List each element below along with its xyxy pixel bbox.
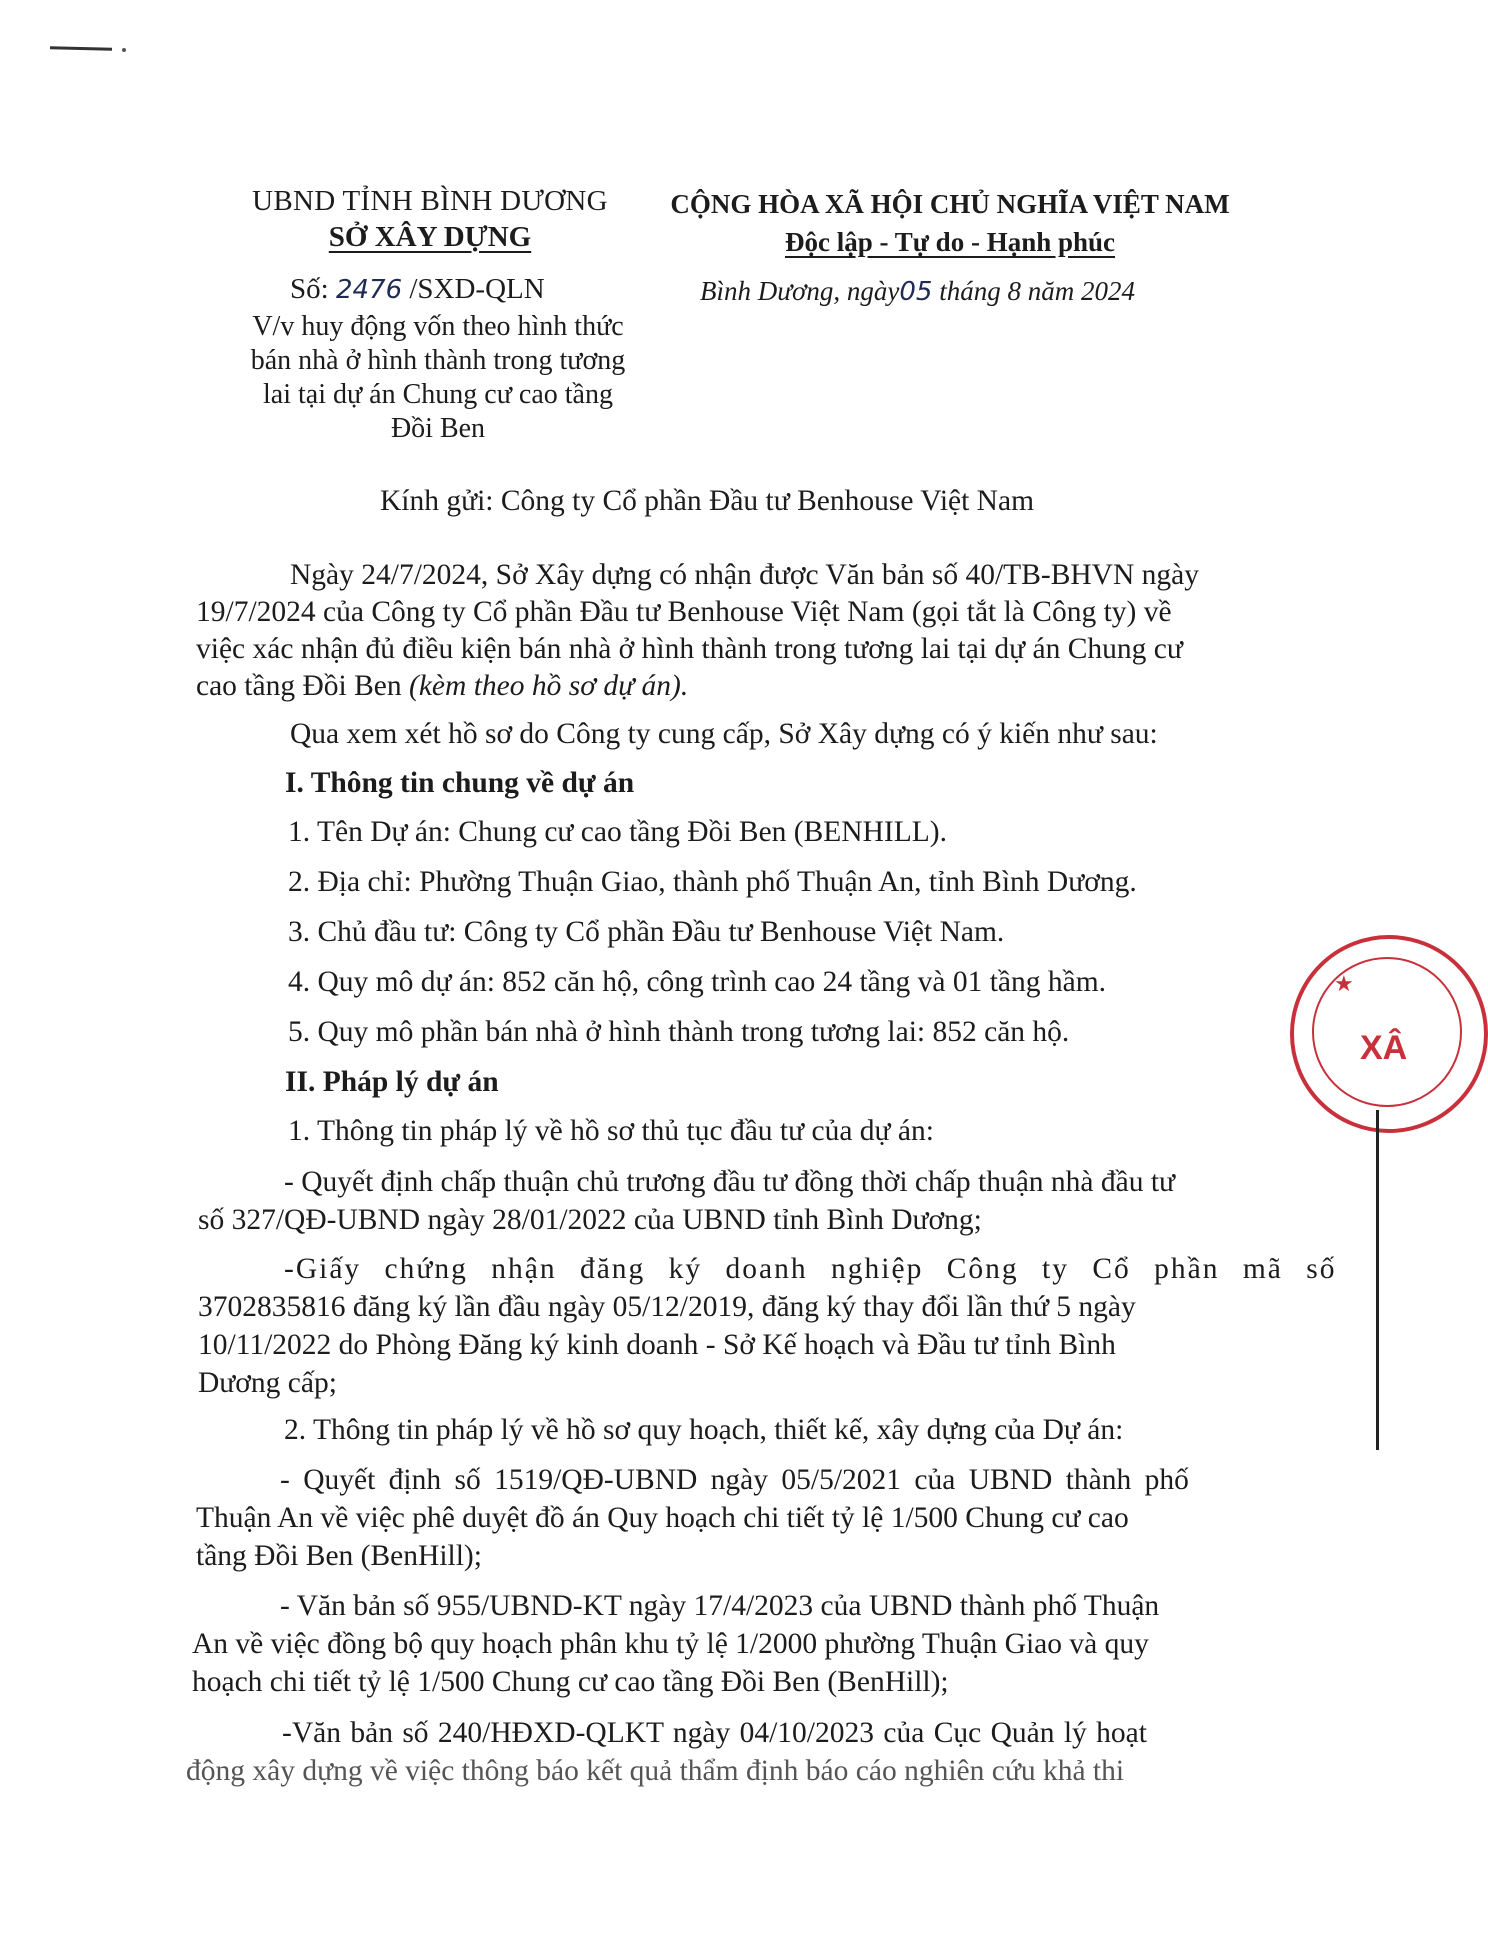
issuer-department: SỞ XÂY DỰNG <box>328 221 532 253</box>
legal-bullet: -Văn bản số 240/HĐXD-QLKT ngày 04/10/2023 của Cục Quản lý hoạt <box>282 1717 1147 1749</box>
scan-dot <box>122 48 126 52</box>
seal-text: XÂ <box>1360 1029 1408 1067</box>
project-item: 2. Địa chỉ: Phường Thuận Giao, thành phố Thuận An, tỉnh Bình Dương. <box>288 866 1137 898</box>
intro-line: 19/7/2024 của Công ty Cổ phần Đầu tư Benhouse Việt Nam (gọi tắt là Công ty) về <box>196 596 1172 628</box>
handwritten-number: 2476 <box>335 275 403 305</box>
legal-item: 2. Thông tin pháp lý về hồ sơ quy hoạch, thiết kế, xây dựng của Dự án: <box>284 1414 1124 1446</box>
section-2-title: II. Pháp lý dự án <box>285 1066 499 1098</box>
issuer-agency: UBND TỈNH BÌNH DƯƠNG <box>252 185 608 217</box>
scan-mark <box>50 46 112 51</box>
project-item: 5. Quy mô phần bán nhà ở hình thành trong tương lai: 852 căn hộ. <box>288 1016 1070 1048</box>
legal-bullet: Dương cấp; <box>198 1367 337 1399</box>
intro-attachment-note: (kèm theo hồ sơ dự án). <box>409 670 689 702</box>
handwritten-day: 05 <box>899 277 933 307</box>
national-motto: Độc lập - Tự do - Hạnh phúc <box>784 227 1116 257</box>
scan-edge <box>1376 1110 1379 1450</box>
review-line: Qua xem xét hồ sơ do Công ty cung cấp, Sở Xây dựng có ý kiến như sau: <box>290 718 1158 750</box>
legal-bullet: - Văn bản số 955/UBND-KT ngày 17/4/2023 của UBND thành phố Thuận <box>280 1590 1160 1622</box>
project-item: 1. Tên Dự án: Chung cư cao tầng Đồi Ben (BENHILL). <box>288 816 947 848</box>
project-item: 4. Quy mô dự án: 852 căn hộ, công trình cao 24 tầng và 01 tầng hầm. <box>288 966 1107 998</box>
legal-bullet: - Quyết định số 1519/QĐ-UBND ngày 05/5/2021 của UBND thành phố <box>280 1464 1189 1496</box>
legal-bullet: Thuận An về việc phê duyệt đồ án Quy hoạch chi tiết tỷ lệ 1/500 Chung cư cao <box>196 1502 1129 1534</box>
legal-bullet: 3702835816 đăng ký lần đầu ngày 05/12/2019, đăng ký thay đổi lần thứ 5 ngày <box>198 1291 1136 1323</box>
legal-bullet: 10/11/2022 do Phòng Đăng ký kinh doanh - Sở Kế hoạch và Đầu tư tỉnh Bình <box>198 1329 1116 1361</box>
issuer-block <box>215 183 645 255</box>
legal-bullet: - Quyết định chấp thuận chủ trương đầu tư đồng thời chấp thuận nhà đầu tư <box>284 1166 1176 1198</box>
official-seal-icon: ★ XÂ <box>1290 935 1488 1133</box>
legal-bullet: tầng Đồi Ben (BenHill); <box>196 1540 482 1572</box>
legal-bullet: -Giấy chứng nhận đăng ký doanh nghiệp Công ty Cổ phần mã số <box>284 1253 1337 1285</box>
legal-bullet: An về việc đồng bộ quy hoạch phân khu tỷ lệ 1/2000 phường Thuận Giao và quy <box>192 1628 1149 1660</box>
recipient-line: Kính gửi: Công ty Cổ phần Đầu tư Benhouse Việt Nam <box>380 485 1035 517</box>
country-name: CỘNG HÒA XÃ HỘI CHỦ NGHĨA VIỆT NAM <box>670 189 1230 219</box>
legal-bullet: động xây dựng về việc thông báo kết quả thẩm định báo cáo nghiên cứu khả thi <box>186 1755 1125 1787</box>
document-subject: V/v huy động vốn theo hình thức bán nhà ở hình thành trong tương lai tại dự án Chung cư cao tầng Đồi Ben <box>250 311 626 444</box>
legal-item: 1. Thông tin pháp lý về hồ sơ thủ tục đầu tư của dự án: <box>288 1115 934 1147</box>
section-1-title: I. Thông tin chung về dự án <box>285 767 635 799</box>
intro-line: Ngày 24/7/2024, Sở Xây dựng có nhận được Văn bản số 40/TB-BHVN ngày <box>290 559 1200 591</box>
intro-line: việc xác nhận đủ điều kiện bán nhà ở hình thành trong tương lai tại dự án Chung cư <box>196 633 1183 665</box>
legal-bullet: hoạch chi tiết tỷ lệ 1/500 Chung cư cao tầng Đồi Ben (BenHill); <box>192 1666 949 1698</box>
national-header <box>640 185 1260 261</box>
legal-bullet: số 327/QĐ-UBND ngày 28/01/2022 của UBND tỉnh Bình Dương; <box>198 1204 982 1236</box>
project-item: 3. Chủ đầu tư: Công ty Cổ phần Đầu tư Benhouse Việt Nam. <box>288 916 1005 948</box>
issue-date: Bình Dương, ngày05 tháng 8 năm 2024 <box>700 276 1135 307</box>
intro-line: cao tầng Đồi Ben (kèm theo hồ sơ dự án). <box>196 670 689 702</box>
document-number: Số: 2476 /SXD-QLN <box>290 273 545 305</box>
